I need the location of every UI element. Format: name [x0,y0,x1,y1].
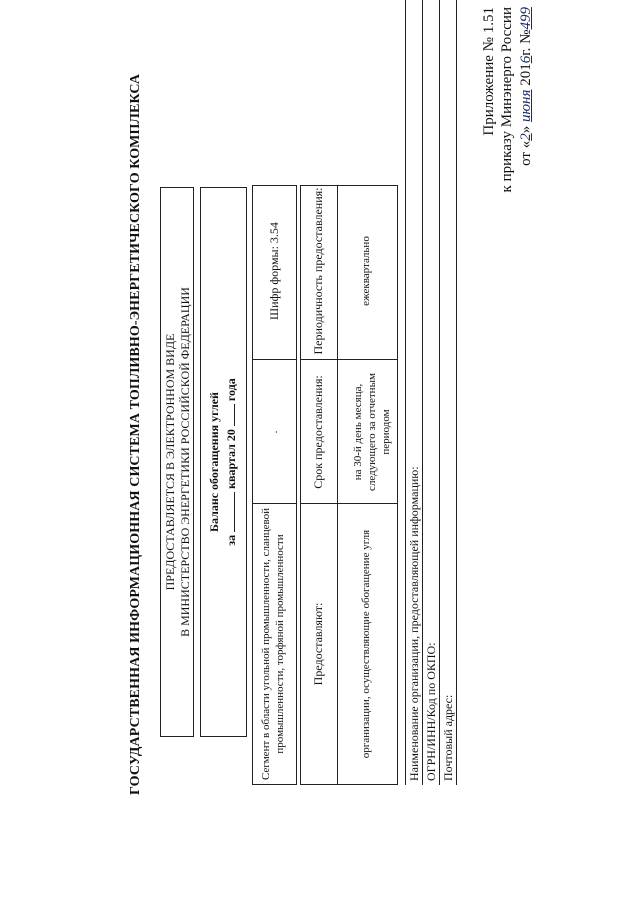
balance-box [200,187,247,737]
header-frequency: Периодичность предоставления: [311,187,325,355]
main-title: ГОСУДАРСТВЕННАЯ ИНФОРМАЦИОННАЯ СИСТЕМА ТОПЛИВНО-ЭНЕРГЕТИЧЕСКОГО КОМПЛЕКСА [128,73,143,795]
year-blank [224,404,235,426]
provision-table [300,185,398,785]
appendix-order: к приказу Минэнерго России [499,7,515,193]
segment-divider-1 [253,503,296,504]
segment-dot: . [268,430,280,434]
org-name-label: Наименование организации, предоставляющей информацию: [407,466,421,781]
provision-header-rule [337,186,338,784]
cell-deadline: на 30-й день месяца, следующего за отчетным периодом [352,373,392,491]
cell-provider: организации, осуществляющие обогащение угля [360,529,372,759]
provision-divider-1 [301,503,397,504]
appendix-block [480,7,536,207]
org-ogrn-label: ОГРН/ИНН/Код по ОКПО: [424,642,438,781]
segment-divider-2 [253,359,296,360]
handwritten-year-digit: 6 [518,55,534,64]
header-provider: Предоставляют: [311,602,325,686]
electronic-submission-box [160,187,194,737]
electronic-line1: ПРЕДОСТАВЛЯЕТСЯ В ЭЛЕКТРОННОМ ВИДЕ [163,333,177,591]
cell-frequency: ежеквартально [360,236,372,306]
appendix-date-line: от «2» июня 2016г. №499 [518,7,534,166]
balance-title: Баланс обогащения углей [207,392,221,532]
electronic-line2: В МИНИСТЕРСТВО ЭНЕРГЕТИКИ РОССИЙСКОЙ ФЕДЕРАЦИИ [178,287,192,637]
handwritten-day: 2 [518,133,534,141]
header-deadline: Срок предоставления: [311,375,325,489]
appendix-number: Приложение № 1.51 [481,7,497,136]
segment-table [252,185,297,785]
handwritten-order-number: 499 [518,7,534,30]
balance-period: за квартал 20 года [224,378,238,546]
segment-label: Сегмент в области угольной промышленности, сланцевой промышленности, торфяной промышленности [260,507,286,780]
form-code: Шифр формы: 3.54 [267,222,281,320]
handwritten-month: июня [518,89,534,123]
org-address-label: Почтовый адрес: [441,694,455,781]
quarter-blank [224,492,235,532]
provision-divider-2 [301,359,397,360]
